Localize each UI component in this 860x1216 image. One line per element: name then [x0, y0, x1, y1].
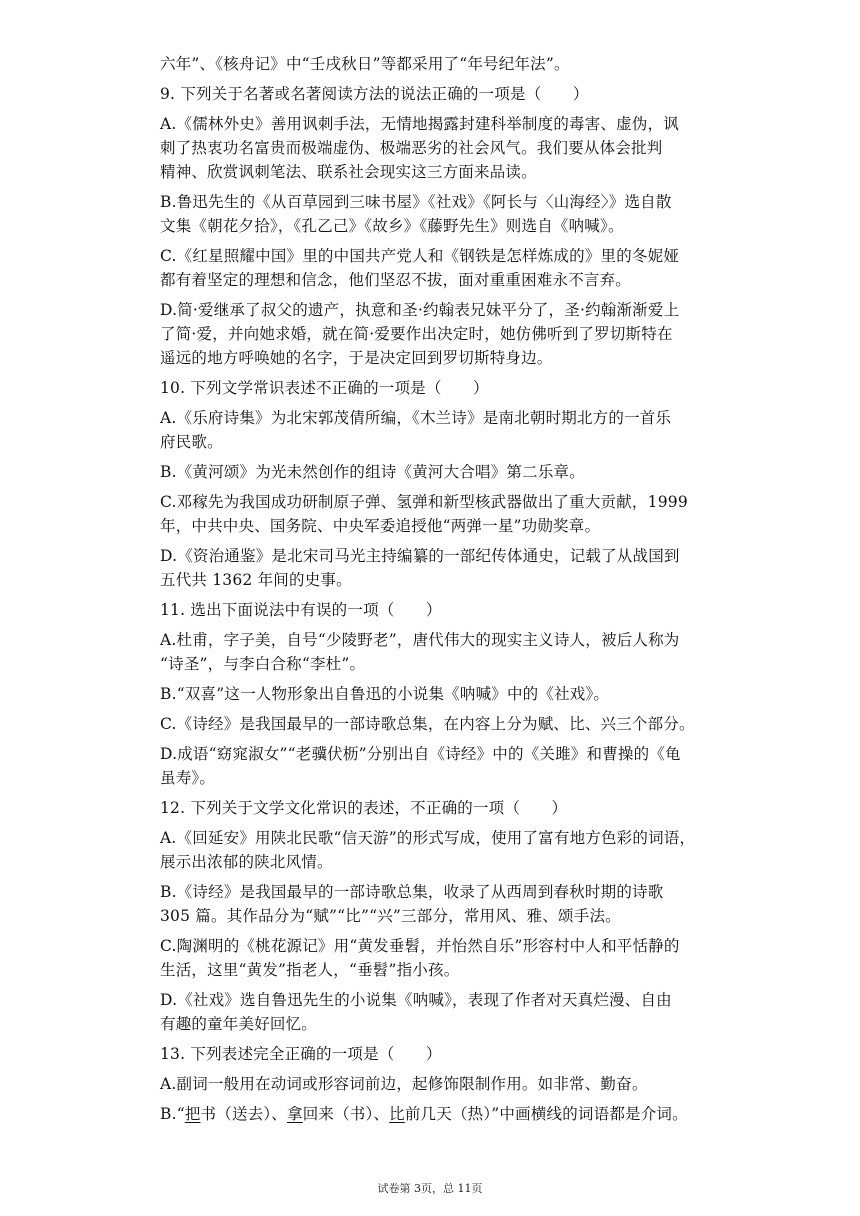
text-line: A.《回延安》用陕北民歌“信天游”的形式写成，使用了富有地方色彩的词语， — [160, 829, 696, 847]
text-line: C.陶渊明的《桃花源记》用“黄发垂髫，并怡然自乐”形容村中人和平恬静的 — [160, 937, 680, 955]
text-line: C.《诗经》是我国最早的一部诗歌总集，在内容上分为赋、比、兴三个部分。 — [160, 715, 695, 733]
option-a — [160, 112, 740, 184]
text-line: 有趣的童年美好回忆。 — [160, 1015, 318, 1033]
option-d — [160, 988, 740, 1036]
question-12 — [160, 796, 740, 820]
text-line: D.《社戏》选自鲁迅先生的小说集《呐喊》，表现了作者对天真烂漫、自由 — [160, 991, 672, 1009]
option-c — [160, 244, 740, 292]
question-title: 13. 下列表述完全正确的一项是（ ） — [160, 1045, 442, 1063]
option-b — [160, 880, 740, 928]
text-segment: 回来（书）、 — [302, 1105, 390, 1123]
text-segment: 书（送去）、 — [200, 1105, 287, 1123]
option-d — [160, 544, 740, 592]
text-line: B.《黄河颂》为光未然创作的组诗《黄河大合唱》第二乐章。 — [160, 463, 585, 481]
text-line: D.《资治通鉴》是北宋司马光主持编纂的一部纪传体通史，记载了从战国到 — [160, 547, 680, 565]
text-line: 年，中共中央、国务院、中央军委追授他“两弹一星”功勋奖章。 — [160, 517, 601, 535]
page-footer: 试卷第 3页，总 11页 — [377, 1182, 483, 1195]
question-title: 9. 下列关于名著或名著阅读方法的说法正确的一项是（ ） — [160, 85, 589, 103]
option-c — [160, 712, 740, 736]
question-title: 11. 选出下面说法中有误的一项（ ） — [160, 601, 442, 619]
lead-paragraph — [160, 52, 740, 76]
text-line: 了简·爱，并向她求婚，就在简·爱要作出决定时，她仿佛听到了罗切斯特在 — [160, 325, 673, 343]
underlined-word: 把 — [184, 1105, 201, 1123]
text-line: 文集《朝花夕拾》，《孔乙己》《故乡》《藤野先生》则选自《呐喊》。 — [160, 217, 624, 235]
option-d — [160, 742, 740, 790]
question-title: 10. 下列文学常识表述不正确的一项是（ ） — [160, 379, 489, 397]
option-b — [160, 1102, 740, 1126]
option-c — [160, 490, 740, 538]
option-c — [160, 934, 740, 982]
text-line: B.鲁迅先生的《从百草园到三味书屋》《社戏》《阿长与〈山海经〉》选自散 — [160, 193, 672, 211]
text-segment: B.“ — [160, 1105, 185, 1123]
text-line: 精神、欣赏讽刺笔法、联系社会现实这三方面来品读。 — [160, 163, 537, 181]
text-line: A.《乐府诗集》为北宋郭茂倩所编，《木兰诗》是南北朝时期北方的一首乐 — [160, 409, 672, 427]
option-b — [160, 682, 740, 706]
text-line: A.《儒林外史》善用讽刺手法，无情地揭露封建科举制度的毒害、虚伪，讽 — [160, 115, 679, 133]
text-line: D.成语“窈窕淑女”“老骥伏枥”分别出自《诗经》中的《关雎》和曹操的《龟 — [160, 745, 681, 763]
option-a — [160, 826, 740, 874]
text-line: C.邓稼先为我国成功研制原子弹、氢弹和新型核武器做出了重大贡献，1999 — [160, 493, 688, 511]
question-11 — [160, 598, 740, 622]
question-10 — [160, 376, 740, 400]
text-line: C.《红星照耀中国》里的中国共产党人和《钢铁是怎样炼成的》里的冬妮娅 — [160, 247, 680, 265]
text-line: D.简·爱继承了叔父的遗产，执意和圣·约翰表兄妹平分了，圣·约翰渐渐爱上 — [160, 301, 680, 319]
text-line: 府民歌。 — [160, 433, 223, 451]
underlined-word: 比 — [389, 1105, 405, 1123]
text-line: B.《诗经》是我国最早的一部诗歌总集，收录了从西周到春秋时期的诗歌 — [160, 883, 664, 901]
option-b — [160, 190, 740, 238]
text-line: 刺了热衷功名富贵而极端虚伪、极端恶劣的社会风气。我们要从体会批判 — [160, 139, 663, 157]
text-line: B.“双喜”这一人物形象出自鲁迅的小说集《呐喊》中的《社戏》。 — [160, 685, 610, 703]
underlined-word: 拿 — [287, 1105, 303, 1123]
text-line: A.副词一般用在动词或形容词前边，起修饰限制作用。如非常、勤奋。 — [160, 1075, 648, 1093]
text-line: 六年”、《核舟记》中“壬戌秋日”等都采用了“年号纪年法”。 — [160, 55, 570, 73]
text-segment: 前几天（热）”中画横线的词语都是介词。 — [404, 1105, 688, 1123]
text-line: 都有着坚定的理想和信念，他们坚忍不拔，面对重重困难永不言弃。 — [160, 271, 632, 289]
question-title: 12. 下列关于文学文化常识的表述，不正确的一项（ ） — [160, 799, 568, 817]
option-a — [160, 406, 740, 454]
option-a — [160, 1072, 740, 1096]
text-line: 五代共 1362 年间的史事。 — [160, 571, 352, 589]
question-9 — [160, 82, 740, 106]
text-line: 生活，这里“黄发”指老人，“垂髫”指小孩。 — [160, 961, 460, 979]
question-13 — [160, 1042, 740, 1066]
text-line: 遥远的地方呼唤她的名字，于是决定回到罗切斯特身边。 — [160, 349, 553, 367]
text-line: 305 篇。其作品分为“赋”“比”“兴”三部分，常用风、雅、颂手法。 — [160, 907, 621, 925]
text-line: 展示出浓郁的陕北风情。 — [160, 853, 333, 871]
text-line: “诗圣”，与李白合称“李杜”。 — [160, 655, 366, 673]
text-line: A.杜甫，字子美，自号“少陵野老”，唐代伟大的现实主义诗人，被后人称为 — [160, 631, 680, 649]
page-content — [160, 52, 740, 1132]
option-b — [160, 460, 740, 484]
option-d — [160, 298, 740, 370]
option-a — [160, 628, 740, 676]
text-line — [160, 1102, 740, 1126]
text-line: 虽寿》。 — [160, 769, 216, 787]
